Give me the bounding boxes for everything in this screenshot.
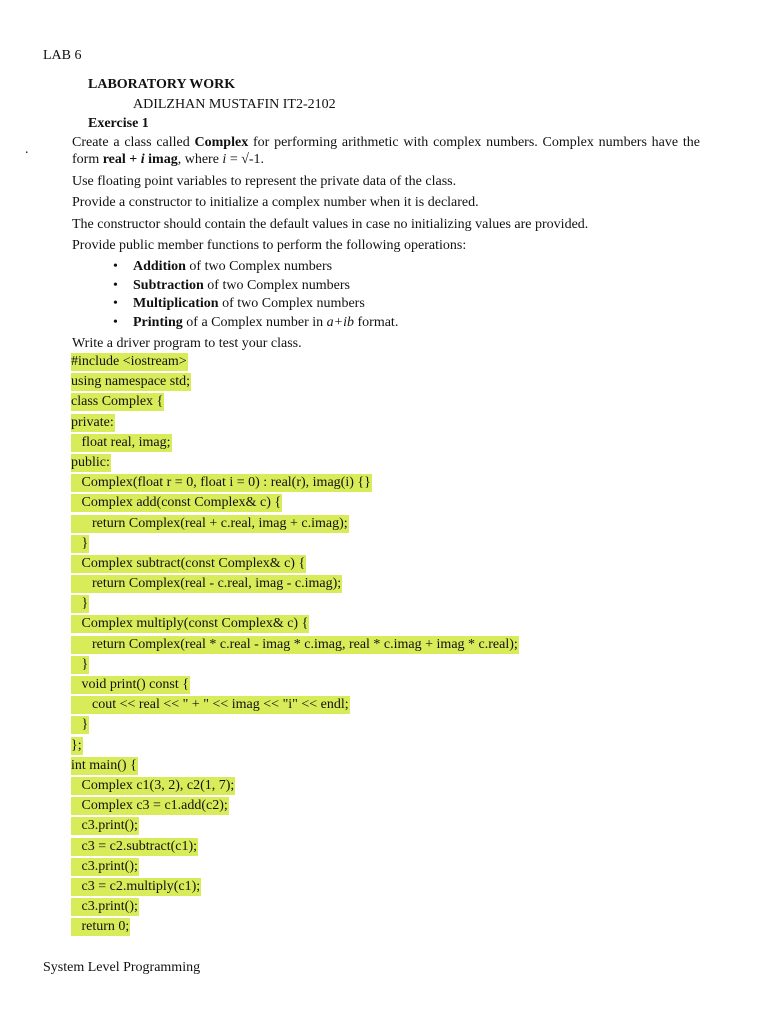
code-line: void print() const {	[71, 677, 189, 692]
exercise-description: Create a class called Complex for performing arithmetic with complex numbers. Complex numbers have the form real + i imag, where i = √-1.	[72, 135, 700, 167]
code-line: float real, imag;	[71, 434, 171, 450]
list-item: • Multiplication of two Complex numbers	[113, 296, 365, 312]
document-title: LABORATORY WORK	[88, 77, 236, 92]
list-item: • Addition of two Complex numbers	[113, 259, 333, 274]
code-line: }	[71, 717, 89, 733]
code-line: c3 = c2.multiply(c1);	[71, 878, 201, 894]
code-line: return Complex(real + c.real, imag + c.imag);	[71, 515, 348, 531]
code-line: public:	[71, 454, 110, 470]
code-line: cout << real << " + " << imag << "i" << endl;	[71, 697, 349, 713]
margin-dot: .	[25, 142, 29, 157]
exercise-heading: Exercise 1	[88, 116, 149, 131]
code-line: Complex add(const Complex& c) {	[71, 495, 282, 511]
code-line: c3.print();	[71, 899, 138, 915]
code-line: }	[71, 535, 89, 551]
code-line: c3 = c2.subtract(c1);	[71, 838, 198, 854]
code-line: Complex multiply(const Complex& c) {	[71, 616, 309, 632]
requirement-member-functions: Provide public member functions to perform the following operations:	[72, 238, 467, 253]
requirement-floating-point: Use floating point variables to represent the private data of the class.	[72, 174, 457, 189]
code-line: }	[71, 656, 89, 672]
list-item: • Printing of a Complex number in a+ib format.	[113, 315, 399, 331]
code-line: Complex subtract(const Complex& c) {	[71, 555, 306, 571]
code-line: private:	[71, 414, 114, 430]
code-line: return 0;	[71, 919, 130, 935]
code-line: c3.print();	[71, 818, 138, 834]
list-item: • Subtraction of two Complex numbers	[113, 277, 351, 293]
requirement-constructor: Provide a constructor to initialize a complex number when it is declared.	[72, 195, 479, 210]
code-line: }	[71, 596, 89, 612]
code-line: return Complex(real * c.real - imag * c.imag, real * c.imag + imag * c.real);	[71, 636, 518, 652]
code-line: };	[71, 737, 82, 753]
code-line: int main() {	[71, 757, 137, 773]
code-line: return Complex(real - c.real, imag - c.imag);	[71, 576, 342, 592]
code-line: Complex c3 = c1.add(c2);	[71, 798, 228, 814]
lab-number: LAB 6	[43, 48, 82, 63]
driver-program-instruction: Write a driver program to test your class.	[72, 336, 302, 351]
code-line: #include <iostream>	[71, 354, 187, 369]
code-line: Complex(float r = 0, float i = 0) : real(r), imag(i) {}	[71, 475, 371, 491]
page-footer: System Level Programming	[43, 960, 201, 975]
code-line: class Complex {	[71, 394, 164, 410]
author-line: ADILZHAN MUSTAFIN IT2-2102	[133, 97, 336, 112]
code-block	[71, 353, 519, 938]
code-line: using namespace std;	[71, 374, 190, 390]
code-line: c3.print();	[71, 858, 138, 874]
requirement-default-values: The constructor should contain the default values in case no initializing values are provided.	[72, 217, 589, 232]
operations-list	[113, 258, 398, 333]
code-line: Complex c1(3, 2), c2(1, 7);	[71, 777, 235, 793]
